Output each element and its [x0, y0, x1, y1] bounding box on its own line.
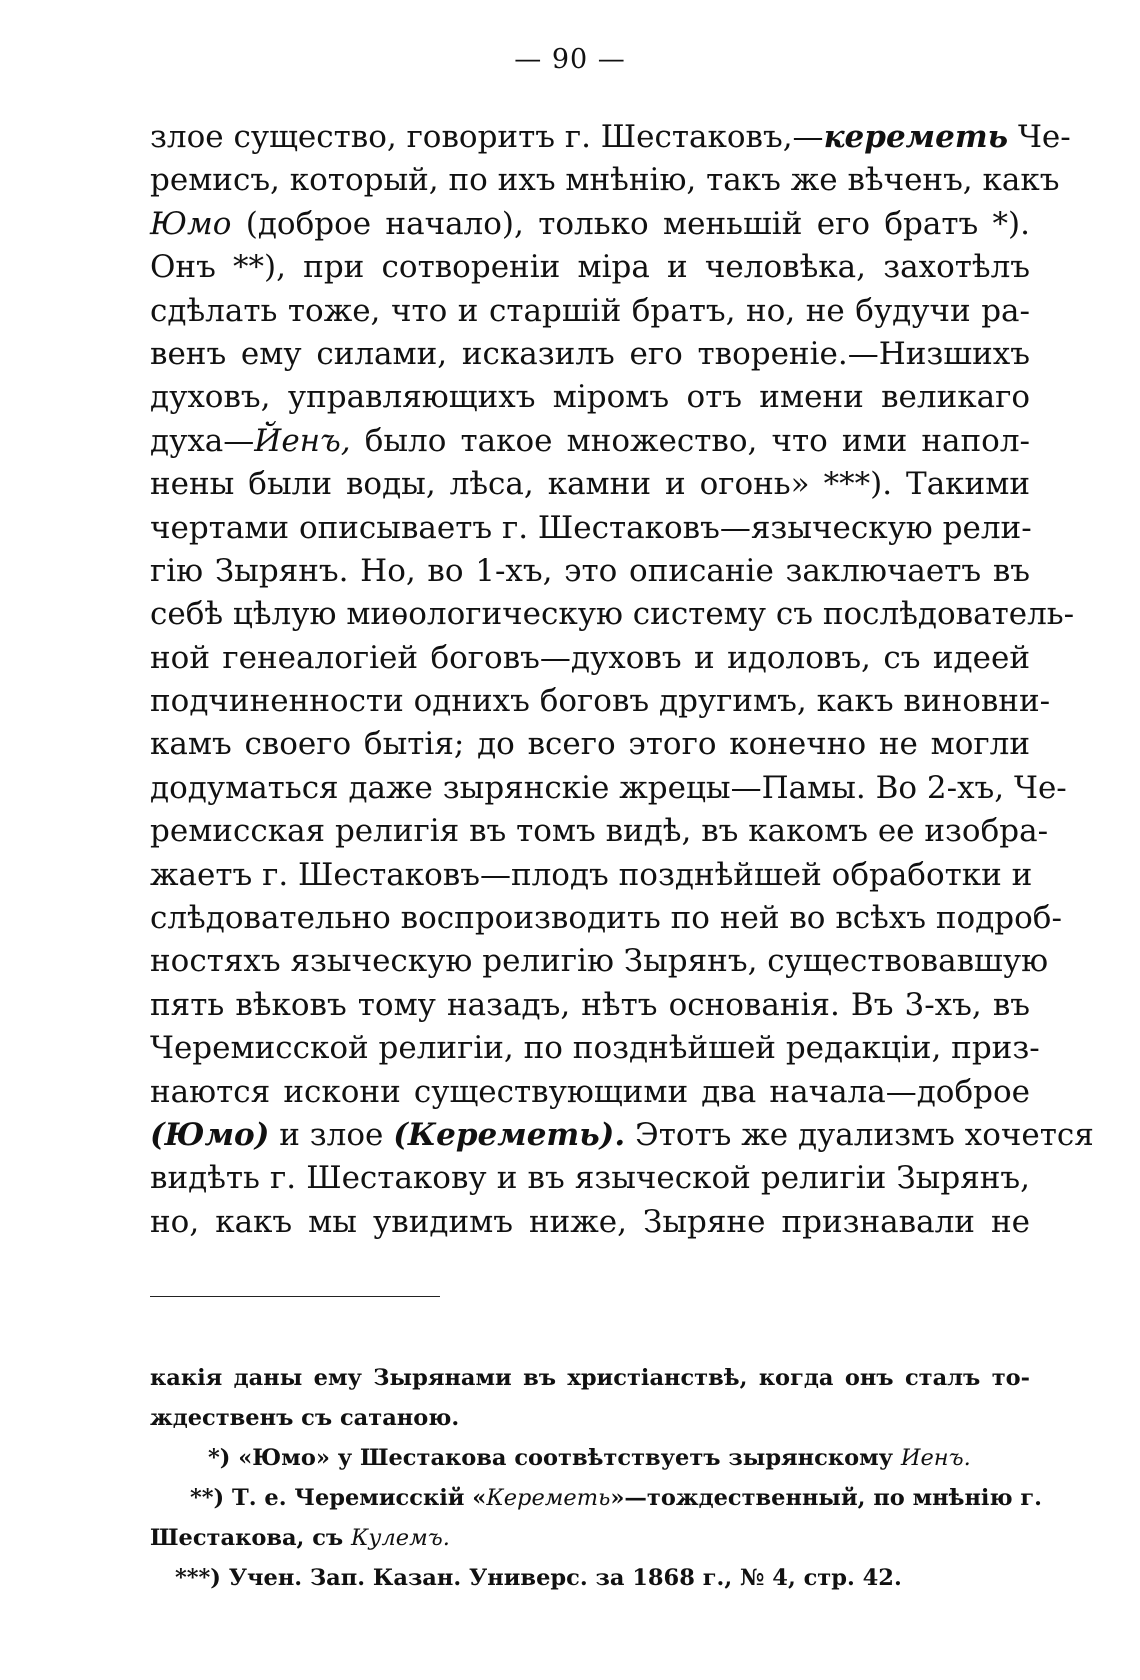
- footnote-text-segment: Шестакова, съ: [150, 1525, 351, 1551]
- body-line: [150, 463, 1030, 506]
- body-text-segment: Йенъ,: [254, 422, 351, 459]
- footnote-text-segment: **) Т. е. Черемисскій «: [190, 1485, 487, 1511]
- body-text-segment: ремисская религія въ томъ видѣ, въ какомъ ее изобра-: [150, 813, 1049, 850]
- body-text-segment: жаетъ г. Шестаковъ—плодъ позднѣйшей обработки и: [150, 856, 1033, 893]
- footnote-line: [150, 1558, 1030, 1598]
- footnote-text-segment: »—тождественный, по мнѣнію г.: [610, 1485, 1043, 1511]
- body-text-segment: слѣдовательно воспроизводить по ней во всѣхъ подроб-: [150, 900, 1062, 937]
- body-text-segment: Онъ **), при сотвореніи міра и человѣка, захотѣлъ: [150, 249, 1030, 286]
- body-text-segment: наются искони существующими два начала—доброе: [150, 1073, 1030, 1110]
- body-line: [150, 376, 1030, 419]
- body-line: [150, 290, 1030, 333]
- footnote-line: [150, 1518, 1030, 1558]
- body-text-segment: гію Зырянъ. Но, во 1-хъ, это описаніе заключаетъ въ: [150, 552, 1030, 589]
- body-line: [150, 420, 1030, 463]
- body-text-segment: и злое: [269, 1116, 394, 1153]
- body-line: [150, 507, 1030, 550]
- footnote-line: [150, 1358, 1030, 1398]
- body-line: [150, 333, 1030, 376]
- body-line: [150, 854, 1033, 897]
- body-text-segment: подчиненности однихъ боговъ другимъ, какъ виновни-: [150, 683, 1051, 720]
- body-line: [150, 116, 1071, 159]
- body-line: [150, 1114, 1094, 1157]
- body-text-segment: пять вѣковъ тому назадъ, нѣтъ основанія. Въ 3-хъ, въ: [150, 986, 1030, 1023]
- body-text-segment: чертами описываетъ г. Шестаковъ—языческую рели-: [150, 509, 1032, 546]
- body-text-segment: но, какъ мы увидимъ ниже, Зыряне признавали не: [150, 1203, 1030, 1240]
- footnote-text-segment: *) «Юмо» у Шестакова соотвѣтствуетъ зырянскому: [208, 1445, 901, 1471]
- body-text-segment: духовъ, управляющихъ міромъ отъ имени великаго: [150, 379, 1030, 416]
- body-line: [150, 897, 1062, 940]
- footnote-text-segment: Иенъ.: [900, 1445, 971, 1471]
- body-line: [150, 159, 1060, 202]
- body-line: [150, 767, 1067, 810]
- body-text-segment: (доброе начало), только меньшій его братъ *).: [231, 205, 1030, 242]
- body-text-segment: духа—: [150, 422, 255, 459]
- footnote-line: [150, 1398, 1030, 1438]
- body-line: [150, 1071, 1030, 1114]
- body-text-segment: кереметь: [823, 119, 1009, 155]
- body-line: [150, 637, 1030, 680]
- page-number: — 90 —: [514, 44, 626, 75]
- body-text-segment: себѣ цѣлую миѳологическую систему съ послѣдователь-: [150, 596, 1075, 633]
- body-line: [150, 680, 1051, 723]
- body-line: [150, 1157, 1030, 1200]
- body-text-segment: Юмо: [150, 205, 232, 242]
- body-line: [150, 940, 1049, 983]
- body-text-segment: было такое множество, что ими напол-: [350, 422, 1030, 459]
- body-line: [150, 723, 1030, 766]
- body-line: [150, 1027, 1040, 1070]
- body-text-segment: видѣть г. Шестакову и въ языческой религіи Зырянъ,: [150, 1160, 1030, 1197]
- body-text-segment: ремисъ, который, по ихъ мнѣнію, такъ же вѣченъ, какъ: [150, 162, 1060, 199]
- body-text-segment: Черемисской религіи, по позднѣйшей редакціи, приз-: [150, 1030, 1040, 1067]
- body-text-segment: додуматься даже зырянскіе жрецы—Памы. Во 2-хъ, Че-: [150, 769, 1067, 806]
- body-text-segment: ностяхъ языческую религію Зырянъ, существовавшую: [150, 943, 1049, 980]
- body-line: [150, 593, 1075, 636]
- body-line: [150, 1201, 1030, 1244]
- body-text-segment: камъ своего бытія; до всего этого конечно не могли: [150, 726, 1030, 763]
- body-text-segment: Этотъ же дуализмъ хочется: [625, 1116, 1094, 1153]
- body-text-segment: Че-: [1008, 119, 1071, 155]
- footnote-text-segment: ждественъ съ сатаною.: [150, 1405, 460, 1431]
- footnote-line: [150, 1438, 1030, 1478]
- body-text: [150, 116, 1094, 1244]
- body-text-segment: (Юмо): [150, 1116, 270, 1153]
- body-text-segment: злое существо, говоритъ г. Шестаковъ,—: [150, 119, 824, 155]
- body-line: [150, 203, 1030, 246]
- body-line: [150, 246, 1030, 289]
- body-line: [150, 550, 1030, 593]
- body-line: [150, 984, 1030, 1027]
- body-text-segment: (Кереметь).: [393, 1116, 626, 1153]
- footnote-text-segment: Кулемъ.: [351, 1525, 450, 1551]
- body-text-segment: нены были воды, лѣса, камни и огонь» ***). Такими: [150, 466, 1030, 503]
- body-text-segment: ной генеалогіей боговъ—духовъ и идоловъ, съ идеей: [150, 639, 1030, 676]
- footnote-text-segment: Кереметь: [486, 1485, 611, 1511]
- footnote-line: [150, 1478, 1043, 1518]
- body-text-segment: венъ ему силами, исказилъ его твореніе.—Низшихъ: [150, 335, 1030, 372]
- footnote-text-segment: ***) Учен. Зап. Казан. Универс. за 1868 г., № 4, стр. 42.: [175, 1565, 902, 1591]
- body-text-segment: сдѣлать тоже, что и старшій братъ, но, не будучи ра-: [150, 292, 1030, 329]
- footnotes: [150, 1358, 1043, 1598]
- body-line: [150, 810, 1049, 853]
- footnote-text-segment: какія даны ему Зырянами въ христіанствѣ, когда онъ сталъ то-: [150, 1365, 1030, 1391]
- footnote-divider: [150, 1296, 440, 1297]
